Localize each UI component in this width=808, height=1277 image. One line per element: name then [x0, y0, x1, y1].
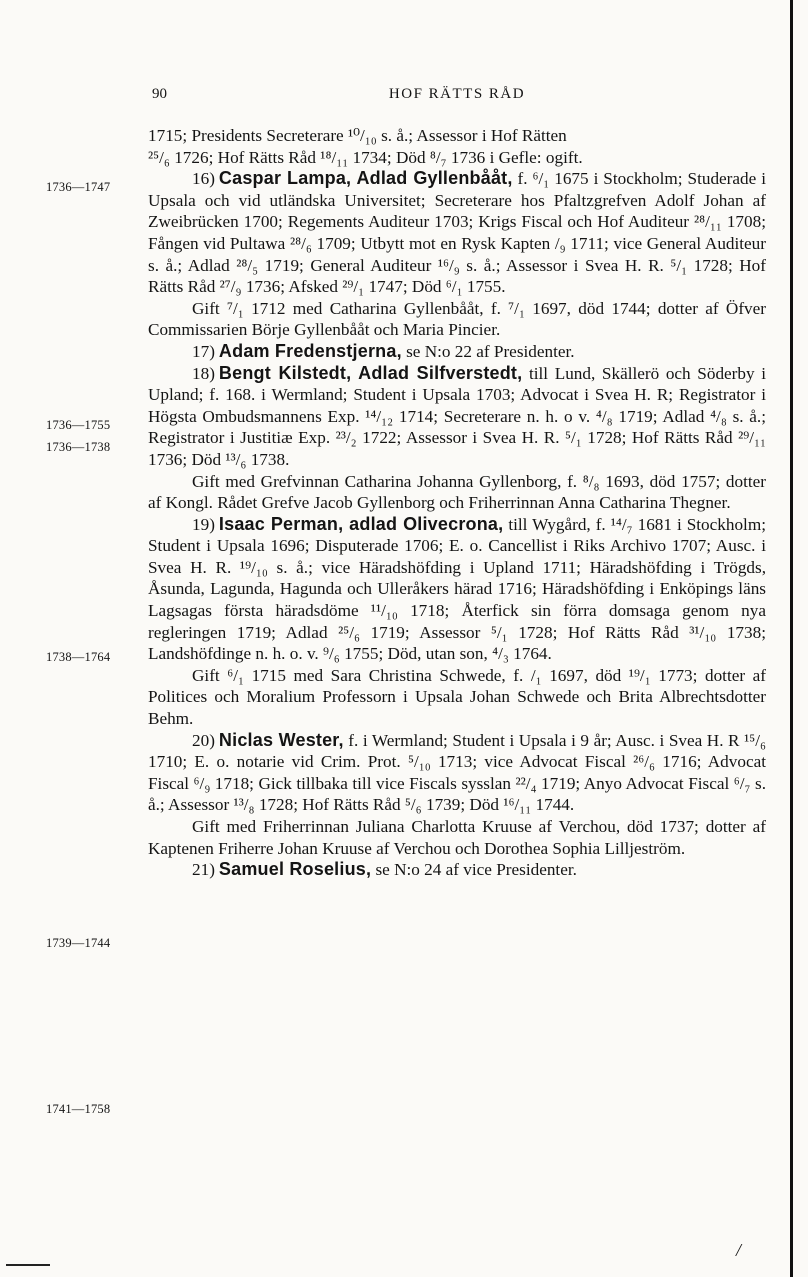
margin-year-16: 1736—1747 — [46, 180, 111, 194]
scan-mark — [6, 1264, 50, 1266]
entry-19 — [148, 514, 766, 730]
body-text — [148, 125, 766, 881]
marriage-paragraph: Gift ⁷/₁ 1712 med Catharina Gyllenbååt, f. ⁷/₁ 1697, död 1744; dotter af Öfver Commissarien Börje Gyllenbååt och Maria Pincier. — [148, 298, 766, 340]
continued-line: ²⁵/₆ 1726; Hof Rätts Råd ¹⁸/₁₁ 1734; Död ⁸/₇ 1736 i Gefle: ogift. — [148, 147, 583, 167]
margin-year-20: 1739—1744 — [46, 936, 111, 950]
entry-21 — [148, 859, 766, 881]
entry-text: till Lund, Skällerö och Söderby i Upland; f. 168. i Wermland; Student i Upsala 1703; Advocat i Svea H. R; Registrator i Högsta Ombudsmannens Exp. ¹⁴/₁₂ 1714; Secreterare n. h. o v. ⁴/₈ 1719; Adlad ⁴/₈ s. å.; Registrator i Justitiæ Exp. ²³/₂ 1722; Assessor i Svea H. R. ⁵/₁ 1728; Hof Rätts Råd ²⁹/₁₁ 1736; Död ¹³/₆ 1738. — [148, 363, 766, 469]
entry-name: Adam Fredenstjerna, — [218, 340, 402, 361]
entry-20 — [148, 730, 766, 860]
entry-number: 20) — [192, 730, 215, 750]
entry-number: 18) — [192, 363, 215, 383]
entry-number: 16) — [192, 169, 215, 189]
scan-mark: / — [736, 1240, 742, 1260]
entry-name: Bengt Kilstedt, Adlad Silfverstedt, — [218, 362, 523, 383]
entry-paragraph — [148, 514, 766, 665]
entry-name: Caspar Lampa, Adlad Gyllenbååt, — [218, 168, 513, 189]
entry-number: 19) — [192, 514, 215, 534]
entry-text: f. i Wermland; Student i Upsala i 9 år; Ausc. i Svea H. R ¹⁵/₆ 1710; E. o. notarie vid Crim. Prot. ⁵/₁₀ 1713; vice Advocat Fiscal ²⁶/₆ 1716; Advocat Fiscal ⁶/₉ 1718; Gick tillbaka till vice Fiscals sysslan ²²/₄ 1719; Anyo Advocat Fiscal ⁶/₇ s. å.; Assessor ¹³/₈ 1728; Hof Rätts Råd ⁵/₆ 1739; Död ¹⁶/₁₁ 1744. — [148, 730, 766, 815]
entry-paragraph — [148, 859, 766, 881]
entry-paragraph — [148, 730, 766, 816]
entry-paragraph — [148, 363, 766, 471]
entry-name: Niclas Wester, — [218, 729, 344, 750]
entry-16 — [148, 168, 766, 341]
entry-number: 21) — [192, 860, 215, 880]
entry-17 — [148, 341, 766, 363]
entry-paragraph — [148, 341, 766, 363]
page-number: 90 — [152, 86, 167, 102]
page-edge-rule — [790, 0, 793, 1277]
marriage-paragraph: Gift ⁶/₁ 1715 med Sara Christina Schwede, f. /₁ 1697, död ¹⁹/₁ 1773; dotter af Politices och Moralium Professorn i Upsala Johan Schwede och Brita Albrechtsdotter Behm. — [148, 665, 766, 729]
continued-line: 1715; Presidents Secreterare ¹⁰/₁₀ s. å.; Assessor i Hof Rätten — [148, 126, 567, 145]
entry-paragraph — [148, 168, 766, 298]
entry-text: se N:o 22 af Presidenter. — [401, 341, 575, 361]
marriage-paragraph: Gift med Friherrinnan Juliana Charlotta Kruuse af Verchou, död 1737; dotter af Kaptenen Friherre Johan Kruuse af Verchou och Dorothea Sophia Lilljeström. — [148, 817, 766, 858]
entry-18 — [148, 363, 766, 514]
margin-year-21: 1741—1758 — [46, 1102, 111, 1116]
page-header — [148, 86, 766, 112]
margin-year-18: 1736—1738 — [46, 440, 111, 454]
entry-number: 17) — [192, 341, 215, 361]
margin-year-19: 1738—1764 — [46, 650, 111, 664]
running-title: HOF RÄTTS RÅD — [388, 86, 526, 102]
entry-name: Samuel Roselius, — [218, 859, 372, 880]
margin-year-17: 1736—1755 — [46, 418, 111, 432]
entry-name: Isaac Perman, adlad Olivecrona, — [218, 513, 504, 534]
entry-text: se N:o 24 af vice Presidenter. — [371, 860, 577, 880]
entry-text: f. ⁶/₁ 1675 i Stockholm; Studerade i Upsala och vid utländska Universitet; Secreterare hos Pfaltzgrefven Adolf Johan af Zweibrücken 1700; Regements Auditeur 1703; Krigs Fiscal och Hof Auditeur ²⁸/₁₁ 1708; Fången vid Pultawa ²⁸/₆ 1709; Utbytt mot en Rysk Kapten /₉ 1711; vice General Auditeur s. å.; Adlad ²⁸/₅ 1719; General Auditeur ¹⁶/₉ s. å.; Assessor i Svea H. R. ⁵/₁ 1728; Hof Rätts Råd ²⁷/₉ 1736; Afsked ²⁹/₁ 1747; Död ⁶/₁ 1755. — [148, 169, 766, 297]
marriage-paragraph: Gift med Grefvinnan Catharina Johanna Gyllenborg, f. ⁸/₈ 1693, död 1757; dotter af Kongl. Rådet Grefve Jacob Gyllenborg och Friherrinnan Anna Catharina Thegner. — [148, 471, 766, 513]
entry-text: till Wygård, f. ¹⁴/₇ 1681 i Stockholm; Student i Upsala 1696; Disputerade 1706; E. o. Cancellist i Riks Archivo 1707; Ausc. i Svea H. R. ¹⁹/₁₀ s. å.; vice Häradshöfding i Upland 1711; Häradshöfding i Trögds, Åsunda, Lagunda, Hagunda och Ulleråkers härad 1716; Häradshöfding i Enköpings läns Lagsagas första häradsdöme ¹¹/₁₀ 1718; Återfick sin förra domsaga genom nya regleringen 1719; Adlad ²⁵/₆ 1719; Assessor ⁵/₁ 1728; Hof Rätts Råd ³¹/₁₀ 1738; Landshöfdinge n. h. o. v. ⁹/₆ 1755; Död, utan son, ⁴/₃ 1764. — [148, 514, 766, 664]
